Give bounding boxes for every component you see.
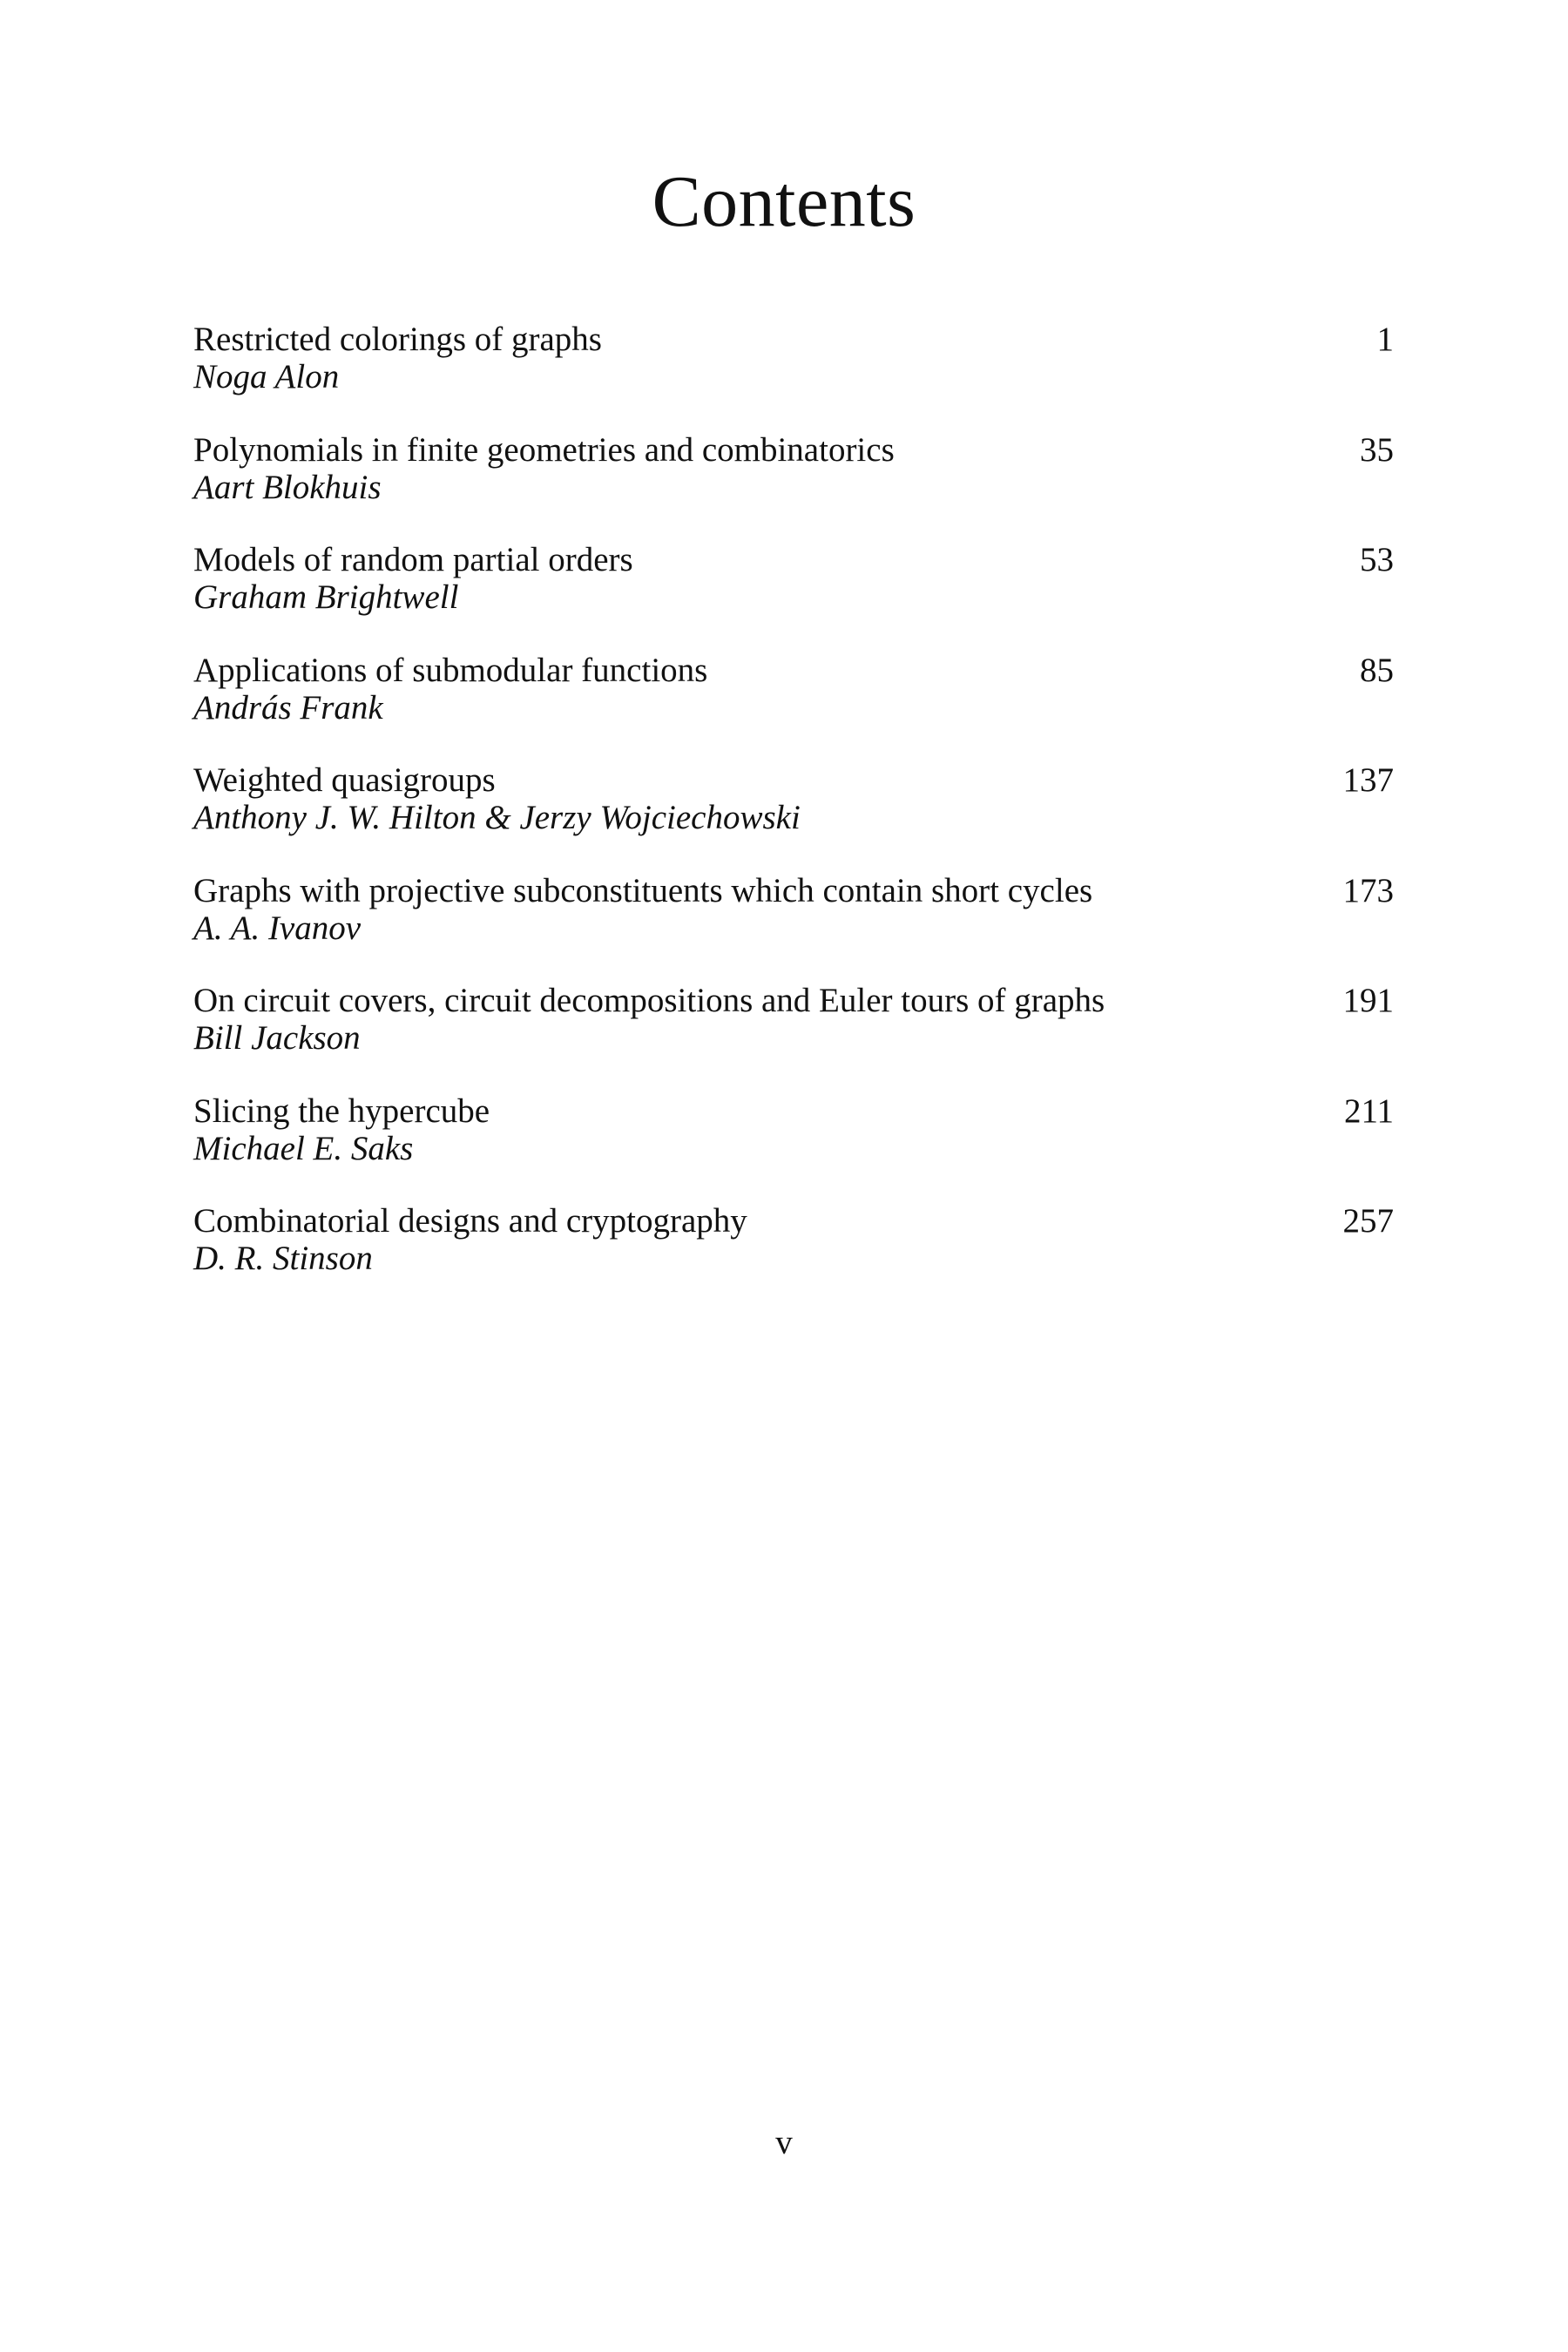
entry-title: On circuit covers, circuit decompositions and Euler tours of graphs	[193, 982, 1105, 1019]
table-of-contents	[193, 321, 1394, 1313]
entry-page-number: 53	[1360, 541, 1394, 578]
entry-author: Aart Blokhuis	[193, 468, 382, 506]
toc-entry[interactable]	[193, 652, 1394, 762]
entry-title: Applications of submodular functions	[193, 651, 708, 689]
toc-entry[interactable]	[193, 982, 1394, 1092]
entry-title: Polynomials in finite geometries and combinatorics	[193, 430, 895, 469]
entry-title: Combinatorial designs and cryptography	[193, 1202, 747, 1240]
entry-author: Bill Jackson	[193, 1019, 361, 1057]
page-title: Contents	[652, 161, 916, 242]
entry-page-number: 1	[1376, 321, 1394, 358]
entry-page-number: 35	[1360, 430, 1394, 469]
toc-entry[interactable]	[193, 872, 1394, 983]
entry-page-number: 257	[1342, 1202, 1394, 1240]
entry-title: Slicing the hypercube	[193, 1092, 490, 1130]
entry-page-number: 85	[1360, 651, 1394, 689]
entry-author: András Frank	[193, 688, 383, 727]
toc-entry[interactable]	[193, 1202, 1394, 1313]
toc-entry[interactable]	[193, 761, 1394, 872]
entry-page-number: 211	[1343, 1092, 1394, 1130]
entry-page-number: 191	[1342, 982, 1394, 1019]
entry-title: Restricted colorings of graphs	[193, 321, 602, 358]
entry-author: A. A. Ivanov	[193, 909, 362, 947]
toc-entry[interactable]	[193, 1092, 1394, 1203]
entry-title: Models of random partial orders	[193, 541, 633, 578]
page-folio: v	[775, 2124, 793, 2161]
entry-author: Michael E. Saks	[193, 1129, 414, 1167]
toc-entry[interactable]	[193, 321, 1394, 431]
entry-author: Noga Alon	[193, 358, 340, 395]
entry-page-number: 137	[1342, 761, 1394, 799]
entry-page-number: 173	[1342, 871, 1394, 909]
entry-author: Anthony J. W. Hilton & Jerzy Wojciechowski	[193, 799, 801, 836]
entry-title: Graphs with projective subconstituents which contain short cycles	[193, 871, 1093, 909]
entry-author: D. R. Stinson	[193, 1240, 373, 1277]
entry-title: Weighted quasigroups	[193, 761, 496, 799]
toc-entry[interactable]	[193, 541, 1394, 652]
toc-entry[interactable]	[193, 431, 1394, 542]
entry-author: Graham Brightwell	[193, 578, 459, 616]
